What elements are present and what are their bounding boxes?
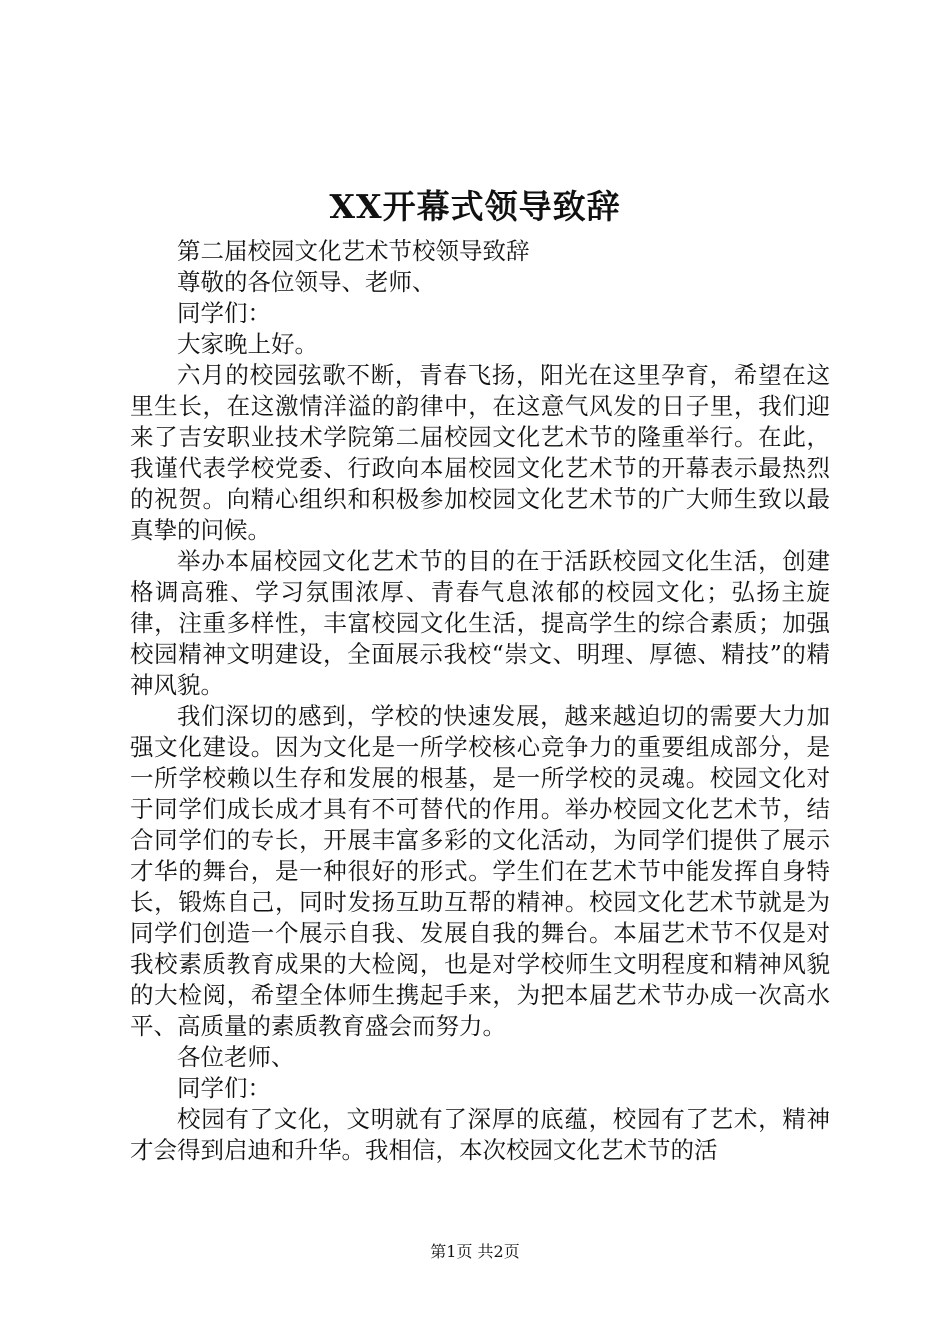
- paragraph: 尊敬的各位领导、老师、: [177, 268, 436, 296]
- paragraph: 我们深切的感到，学校的快速发展，越来越迫切的需要大力加强文化建设。因为文化是一所学校核心竞争力的重要组成部分，是一所学校赖以生存和发展的根基，是一所学校的灵魂。校园文化对于同学们成长成才具有不可替代的作用。举办校园文化艺术节，结合同学们的专长，开展丰富多彩的文化活动，为同学们提供了展示才华的舞台，是一种很好的形式。学生们在艺术节中能发挥自身特长，锻炼自己，同时发扬互助互帮的精神。校园文化艺术节就是为同学们创造一个展示自我、发展自我的舞台。本届艺术节不仅是对我校素质教育成果的大检阅，也是对学校师生文明程度和精神风貌的大检阅，希望全体师生携起手来，为把本届艺术节办成一次高水平、高质量的素质教育盛会而努力。: [130, 702, 830, 1040]
- document-body: [130, 236, 830, 1166]
- paragraph: 校园有了文化，文明就有了深厚的底蕴，校园有了艺术，精神才会得到启迪和升华。我相信，本次校园文化艺术节的活: [130, 1105, 830, 1164]
- paragraph: 各位老师、: [177, 1043, 295, 1071]
- paragraph: 同学们：: [177, 299, 271, 327]
- paragraph: 第二届校园文化艺术节校领导致辞: [177, 237, 530, 265]
- paragraph: 举办本届校园文化艺术节的目的在于活跃校园文化生活，创建格调高雅、学习氛围浓厚、青春气息浓郁的校园文化；弘扬主旋律，注重多样性，丰富校园文化生活，提高学生的综合素质；加强校园精神文明建设，全面展示我校“崇文、明理、厚德、精技”的精神风貌。: [130, 547, 830, 699]
- document-title: XX开幕式领导致辞: [329, 187, 621, 226]
- page-footer: 第1页 共2页: [430, 1242, 520, 1261]
- paragraph: 六月的校园弦歌不断，青春飞扬，阳光在这里孕育，希望在这里生长，在这激情洋溢的韵律中，在这意气风发的日子里，我们迎来了吉安职业技术学院第二届校园文化艺术节的隆重举行。在此，我谨代表学校党委、行政向本届校园文化艺术节的开幕表示最热烈的祝贺。向精心组织和积极参加校园文化艺术节的广大师生致以最真挚的问候。: [130, 361, 830, 544]
- paragraph: 同学们：: [177, 1074, 271, 1102]
- paragraph: 大家晚上好。: [177, 330, 318, 358]
